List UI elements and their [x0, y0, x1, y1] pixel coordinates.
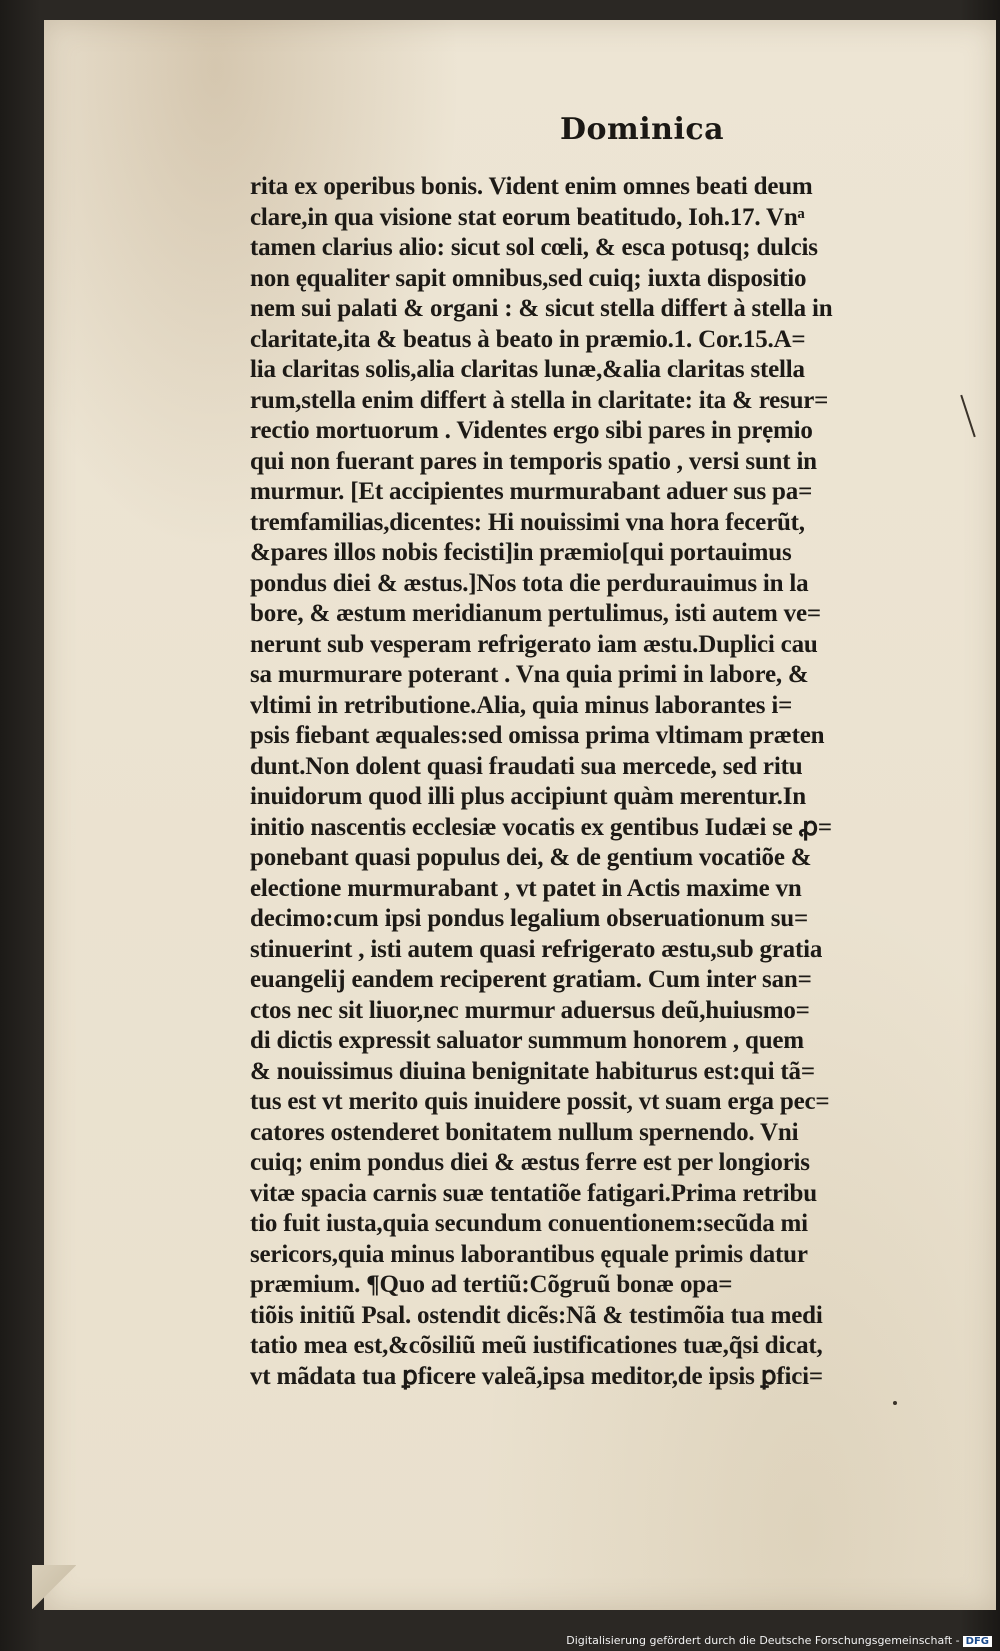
- text-line: catores ostenderet bonitatem nullum spernendo. Vni: [250, 1118, 799, 1146]
- text-line: nerunt sub vesperam refrigerato iam æstu.Duplici cau: [250, 630, 818, 658]
- text-line: vt mãdata tua ꝑficere valeã,ipsa meditor,de ipsis ꝑfici=: [250, 1362, 823, 1390]
- text-line: lia claritas solis,alia claritas lunæ,&alia claritas stella: [250, 356, 805, 383]
- text-line: ctos nec sit liuor,nec murmur aduersus deũ,huiusmo=: [250, 996, 810, 1024]
- text-line: qui non fuerant pares in temporis spatio , versi sunt in: [250, 447, 817, 475]
- text-line: non ęqualiter sapit omnibus,sed cuiq; iuxta dispositio: [250, 264, 807, 292]
- text-line: euangelij eandem reciperent gratiam. Cum inter san=: [250, 966, 812, 993]
- text-line: tio fuit iusta,quia secundum conuentionem:secũda mi: [250, 1210, 808, 1237]
- text-line: tatio mea est,&cõsiliũ meũ iustificationes tuæ,q̃si dicat,: [250, 1332, 823, 1359]
- text-line: sericors,quia minus laborantibus ęquale primis datur: [250, 1240, 808, 1268]
- text-line: præmium. ¶Quo ad tertiũ:Cõgruũ bonæ opa=: [250, 1271, 733, 1298]
- credit-text: Digitalisierung gefördert durch die Deutsche Forschungsgemeinschaft -: [566, 1634, 960, 1647]
- ink-dot: [893, 1401, 897, 1405]
- text-line: vltimi in retributione.Alia, quia minus laborantes i=: [250, 691, 793, 719]
- text-line: stinuerint , isti autem quasi refrigerato æstu,sub gratia: [250, 935, 823, 963]
- text-line: & nouissimus diuina benignitate habiturus est:qui tã=: [250, 1057, 815, 1085]
- text-line: decimo:cum ipsi pondus legalium obseruationum su=: [250, 905, 809, 932]
- text-line: nem sui palati & organi : & sicut stella differt à stella in: [250, 295, 833, 322]
- text-line: pondus diei & æstus.]Nos tota die perdurauimus in la: [250, 569, 809, 597]
- text-line: tamen clarius alio: sicut sol cœli, & esca potusq; dulcis: [250, 234, 818, 261]
- text-line: electione murmurabant , vt patet in Actis maxime vn: [250, 874, 802, 902]
- text-line: murmur. [Et accipientes murmurabant aduer sus pa=: [250, 478, 813, 505]
- text-line: cuiq; enim pondus diei & æstus ferre est per longioris: [250, 1149, 810, 1176]
- text-line: vitæ spacia carnis suæ tentatiõe fatigari.Prima retribu: [250, 1179, 817, 1207]
- text-line: rectio mortuorum . Videntes ergo sibi pares in prẹmio: [250, 417, 813, 444]
- text-line: psis fiebant æquales:sed omissa prima vltimam præten: [250, 722, 825, 749]
- text-line: rita ex operibus bonis. Vident enim omnes beati deum: [250, 173, 813, 200]
- text-line: tiõis initiũ Psal. ostendit dicẽs:Nã & testimõia tua medi: [250, 1301, 823, 1329]
- text-block: [250, 172, 930, 1392]
- text-line: tremfamilias,dicentes: Hi nouissimi vna hora fecerũt,: [250, 508, 805, 536]
- text-line: initio nascentis ecclesiæ vocatis ex gentibus Iudæi se ꝓ=: [250, 813, 832, 841]
- text-line: bore, & æstum meridianum pertulimus, isti autem ve=: [250, 600, 821, 627]
- digitization-credit: [566, 1634, 992, 1647]
- text-line: inuidorum quod illi plus accipiunt quàm merentur.In: [250, 783, 806, 810]
- running-head: Dominica: [560, 112, 725, 147]
- text-line: clare,in qua visione stat eorum beatitudo, Ioh.17. Vnᵃ: [250, 203, 805, 231]
- text-line: &pares illos nobis fecisti]in præmio[qui portauimus: [250, 539, 792, 566]
- text-line: claritate,ita & beatus à beato in præmio.1. Cor.15.A=: [250, 325, 806, 353]
- dfg-logo: DFG: [963, 1636, 992, 1647]
- text-line: sa murmurare poterant . Vna quia primi in labore, &: [250, 661, 809, 688]
- text-line: dunt.Non dolent quasi fraudati sua mercede, sed ritu: [250, 752, 803, 780]
- page-corner: [32, 1565, 76, 1609]
- text-line: di dictis expressit saluator summum honorem , quem: [250, 1027, 804, 1054]
- text-line: ponebant quasi populus dei, & de gentium vocatiõe &: [250, 844, 812, 871]
- text-line: tus est vt merito quis inuidere possit, vt suam erga pec=: [250, 1088, 830, 1115]
- text-line: rum,stella enim differt à stella in claritate: ita & resur=: [250, 386, 829, 414]
